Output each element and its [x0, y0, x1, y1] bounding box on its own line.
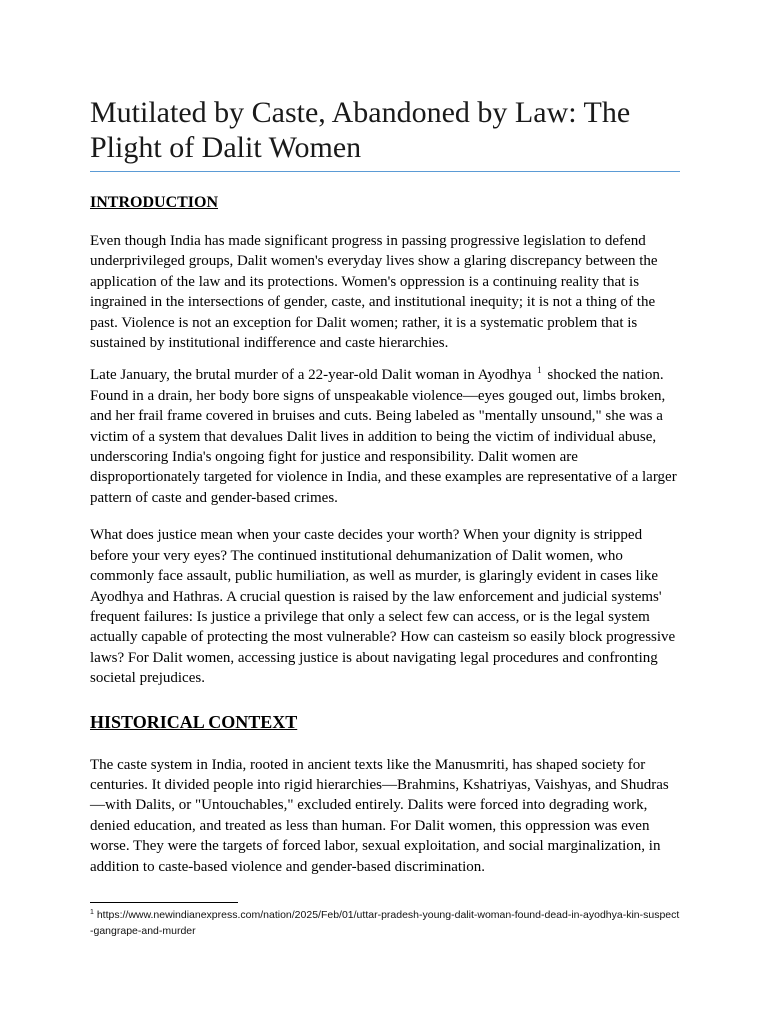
introduction-paragraph-1: Even though India has made significant progress in passing progressive legislation to defend underprivileged groups, Dalit women's everyday lives show a glaring discrepancy between the application of the law and its protections. Women's oppression is a continuing reality that is ingrained in the intersections of gender, caste, and institutional inequity; it is not a thing of the past. Violence is not an exception for Dalit women; rather, it is a systematic problem that is sustained by institutional indifference and caste hierarchies. [90, 233, 658, 352]
footnote-url[interactable]: https://www.newindianexpress.com/nation/2025/Feb/01/uttar-pradesh-young-dalit-woman-found-dead-in-ayodhya-kin-suspect-gangrape-and-murder [90, 908, 680, 937]
footnote-1 [90, 907, 680, 939]
paragraph-2-text-end: shocked the nation. Found in a drain, her body bore signs of unspeakable violence—eyes gouged out, limbs broken, and her frail frame covered in bruises and cuts. Being labeled as "mentally unsound," she was a victim of a system that devalues Dalit lives in addition to being the victim of individual abuse, underscoring India's ongoing fight for justice and responsibility. Dalit women are disproportionately targeted for violence in India, and these examples are representative of a larger pattern of caste and gender-based crimes. [90, 367, 677, 506]
historical-context-paragraph-1: The caste system in India, rooted in ancient texts like the Manusmriti, has shaped society for centuries. It divided people into rigid hierarchies—Brahmins, Kshatriyas, Vaishyas, and Shudras—with Dalits, or "Untouchables," excluded entirely. Dalits were forced into degrading work, denied education, and treated as less than human. For Dalit women, this oppression was even worse. They were the targets of forced labor, sexual exploitation, and social marginalization, in addition to caste-based violence and gender-based discrimination. [90, 756, 669, 875]
introduction-paragraph-2 [90, 365, 680, 508]
paragraph-2-text-start: Late January, the brutal murder of a 22-year-old Dalit woman in Ayodhya [90, 367, 532, 384]
footnote-reference-1: 1 [537, 365, 542, 376]
introduction-paragraph-3: What does justice mean when your caste decides your worth? When your dignity is stripped before your very eyes? The continued institutional dehumanization of Dalit women, who commonly face assault, public humiliation, as well as murder, is glaringly evident in cases like Ayodhya and Hathras. A crucial question is raised by the law enforcement and judicial systems' frequent failures: Is justice a privilege that only a select few can access, or is the legal system actually capable of protecting the most vulnerable? How can casteism so easily block progressive laws? For Dalit women, accessing justice is about navigating legal procedures and confronting societal prejudices. [90, 527, 676, 687]
historical-context-heading: HISTORICAL CONTEXT [90, 711, 298, 732]
footnote-separator [90, 902, 238, 903]
document-page [90, 95, 680, 939]
page-title: Mutilated by Caste, Abandoned by Law: The Plight of Dalit Women [90, 95, 680, 172]
footnote-number: 1 [90, 908, 94, 916]
introduction-heading: INTRODUCTION [90, 194, 219, 211]
